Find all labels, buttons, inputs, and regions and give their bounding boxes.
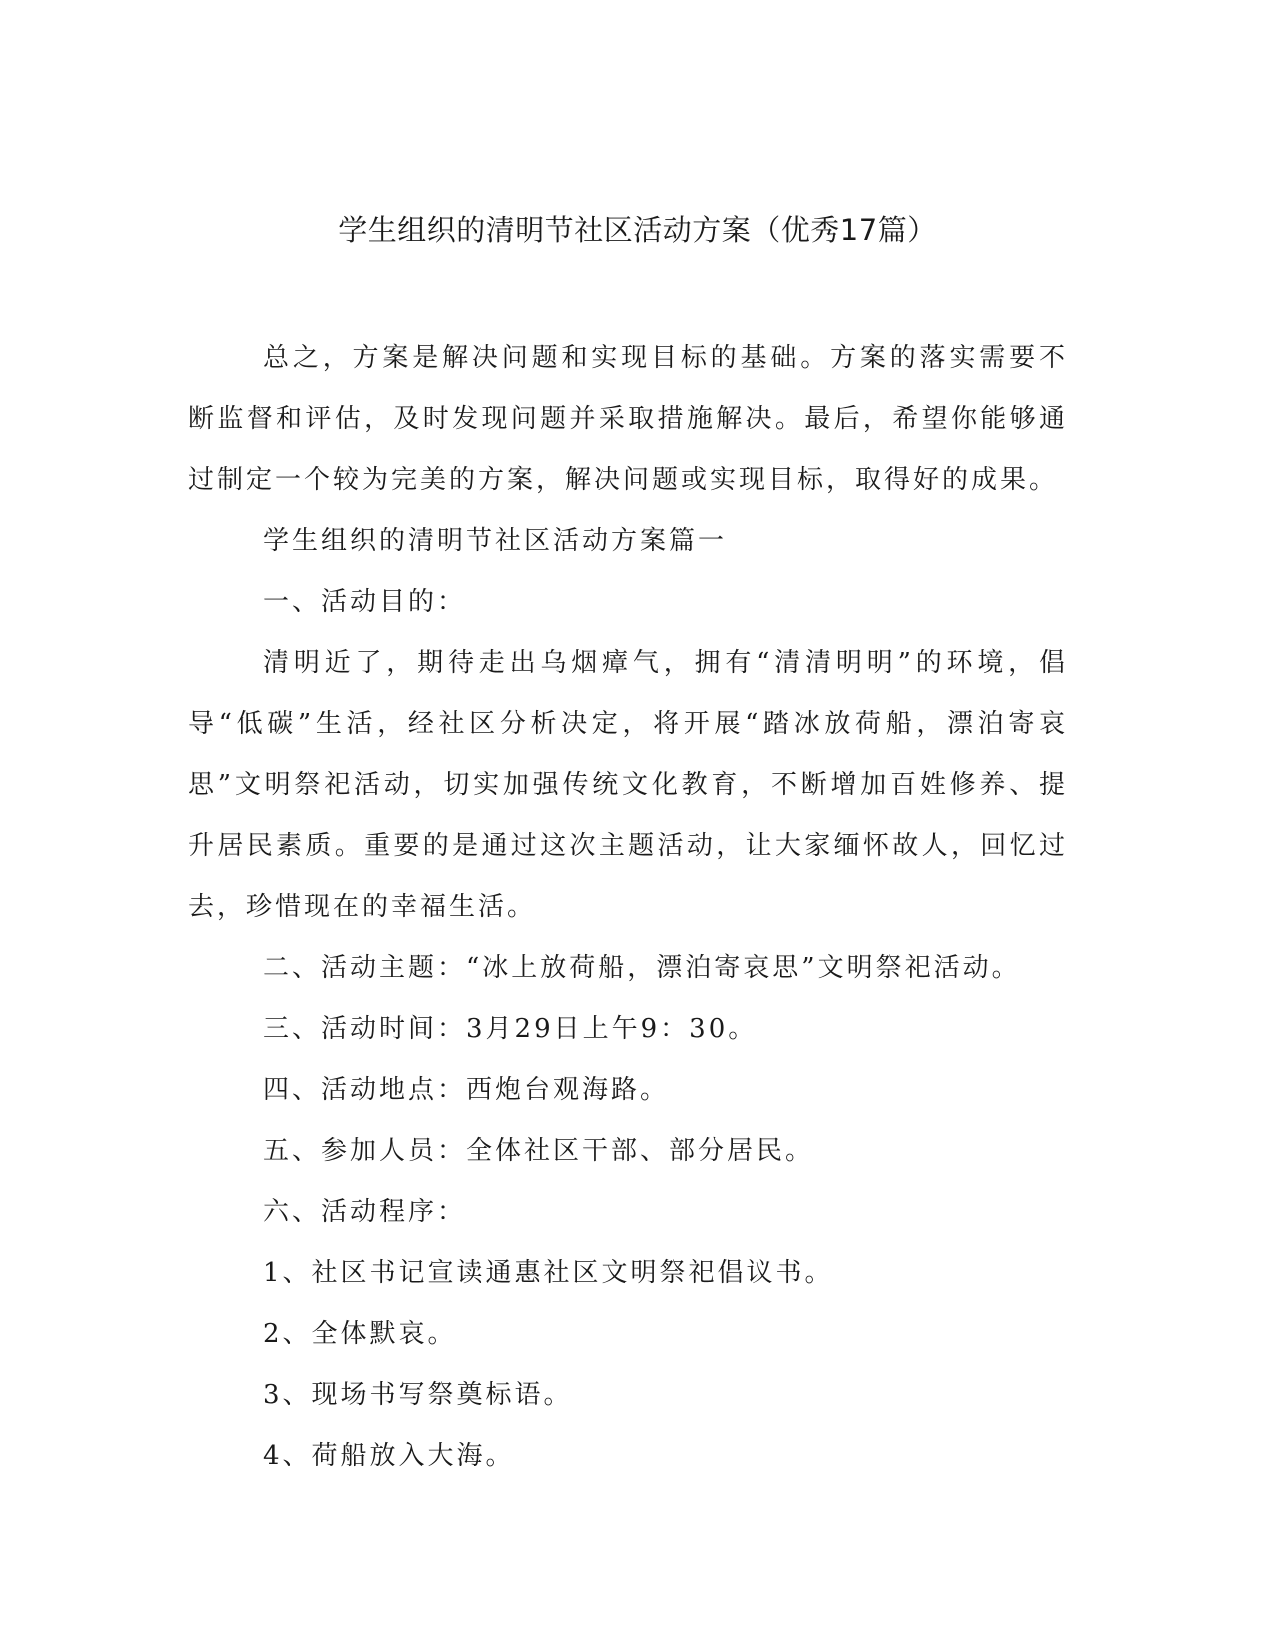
section-heading: 学生组织的清明节社区活动方案篇一 xyxy=(263,526,728,556)
paragraph-purpose: 清明近了，期待走出乌烟瘴气，拥有“清清明明”的环境，倡导“低碳”生活，经社区分析决定，将开展“踏冰放荷船，漂泊寄哀思”文明祭祀活动，切实加强传统文化教育，不断增加百姓修养、提升居民素质。重要的是通过这次主题活动，让大家缅怀故人，回忆过去，珍惜现在的幸福生活。 xyxy=(188,648,1068,922)
item-purpose-heading: 一、活动目的： xyxy=(263,587,467,617)
paragraph-summary: 总之，方案是解决问题和实现目标的基础。方案的落实需要不断监督和评估，及时发现问题并采取措施解决。最后，希望你能够通过制定一个较为完美的方案，解决问题或实现目标，取得好的成果。 xyxy=(188,343,1068,495)
item-procedure-heading: 六、活动程序： xyxy=(263,1197,467,1227)
document-body xyxy=(188,328,1068,1487)
item-theme: 二、活动主题：“冰上放荷船，漂泊寄哀思”文明祭祀活动。 xyxy=(263,953,1021,983)
item-time: 三、活动时间：3月29日上午9：30。 xyxy=(263,1014,758,1044)
document-title: 学生组织的清明节社区活动方案（优秀17篇） xyxy=(338,213,937,247)
procedure-step-2: 2、全体默哀。 xyxy=(263,1319,457,1349)
item-participants: 五、参加人员：全体社区干部、部分居民。 xyxy=(263,1136,815,1166)
item-location: 四、活动地点：西炮台观海路。 xyxy=(263,1075,670,1105)
procedure-step-1: 1、社区书记宣读通惠社区文明祭祀倡议书。 xyxy=(263,1258,834,1288)
procedure-step-3: 3、现场书写祭奠标语。 xyxy=(263,1380,573,1410)
procedure-step-4: 4、荷船放入大海。 xyxy=(263,1441,515,1471)
